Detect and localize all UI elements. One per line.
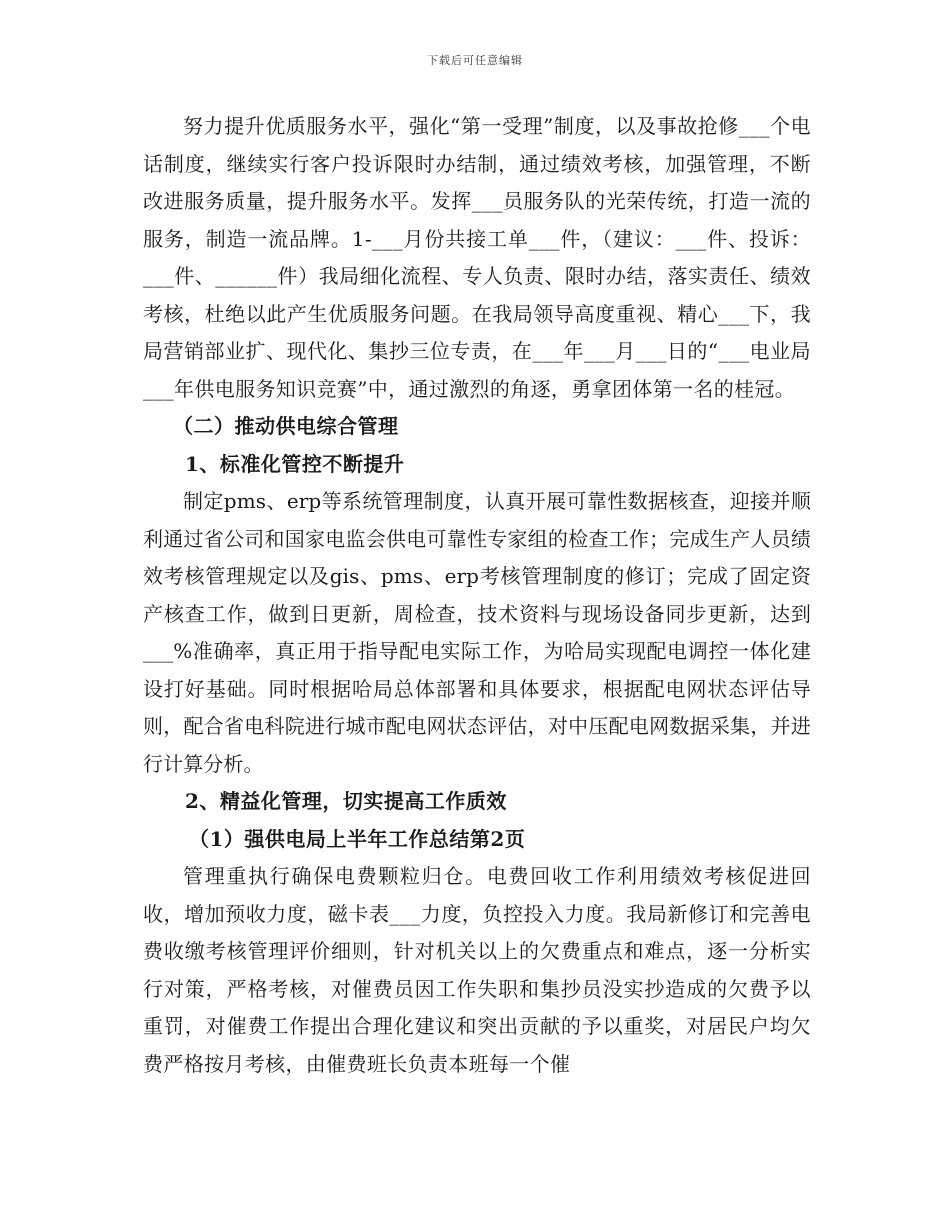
paragraph-fee-collection: 管理重执行确保电费颗粒归仓。电费回收工作利用绩效考核促进回收，增加预收力度，磁卡表___力度，负控投入力度。我局新修订和完善电费收缴考核管理评价细则，针对机关以上的欠费重点和难点，逐一分析实行对策，严格考核，对催费员因工作失职和集抄员没实抄造成的欠费予以重罚，对催费工作提出合理化建议和突出贡献的予以重奖，对居民户均欠费严格按月考核，由催费班长负责本班每一个催 [143, 864, 811, 1076]
item-heading-2: 2、精益化管理，切实提高工作质效 [185, 789, 507, 813]
document-body [143, 108, 811, 1083]
item-heading-1: 1、标准化管控不断提升 [185, 451, 405, 476]
paragraph-service-quality: 努力提升优质服务水平，强化“第一受理”制度，以及事故抢修___个电话制度，继续实行客户投诉限时办结制，通过绩效考核，加强管理，不断改进服务质量，提升服务水平。发挥___员服务队的光荣传统，打造一流的服务，制造一流品牌。1-___月份共接工单___件，（建议：___件、投诉：___件、______件）我局细化流程、专人负责、限时办结，落实责任、绩效考核，杜绝以此产生优质服务问题。在我局领导高度重视、精心___下，我局营销部业扩、现代化、集抄三位专责，在___年___月___日的“___电业局___年供电服务知识竞赛”中，通过激烈的角逐，勇拿团体第一名的桂冠。 [143, 114, 811, 401]
paragraph-standardization: 制定pms、erp等系统管理制度，认真开展可靠性数据核查，迎接并顺利通过省公司和国家电监会供电可靠性专家组的检查工作；完成生产人员绩效考核管理规定以及gis、pms、erp考核管理制度的修订；完成了固定资产核查工作，做到日更新，周检查，技术资料与现场设备同步更新，达到___%准确率，真正用于指导配电实际工作，为哈局实现配电调控一体化建设打好基础。同时根据哈局总体部署和具体要求，根据配电网状态评估导则，配合省电科院进行城市配电网状态评估，对中压配电网数据采集，并进行计算分析。 [143, 489, 811, 776]
sub-heading-1: （1）强供电局上半年工作总结第2页 [189, 826, 526, 851]
page-header: 下载后可任意编辑 [427, 54, 523, 67]
section-heading-2: （二）推动供电综合管理 [173, 414, 399, 438]
